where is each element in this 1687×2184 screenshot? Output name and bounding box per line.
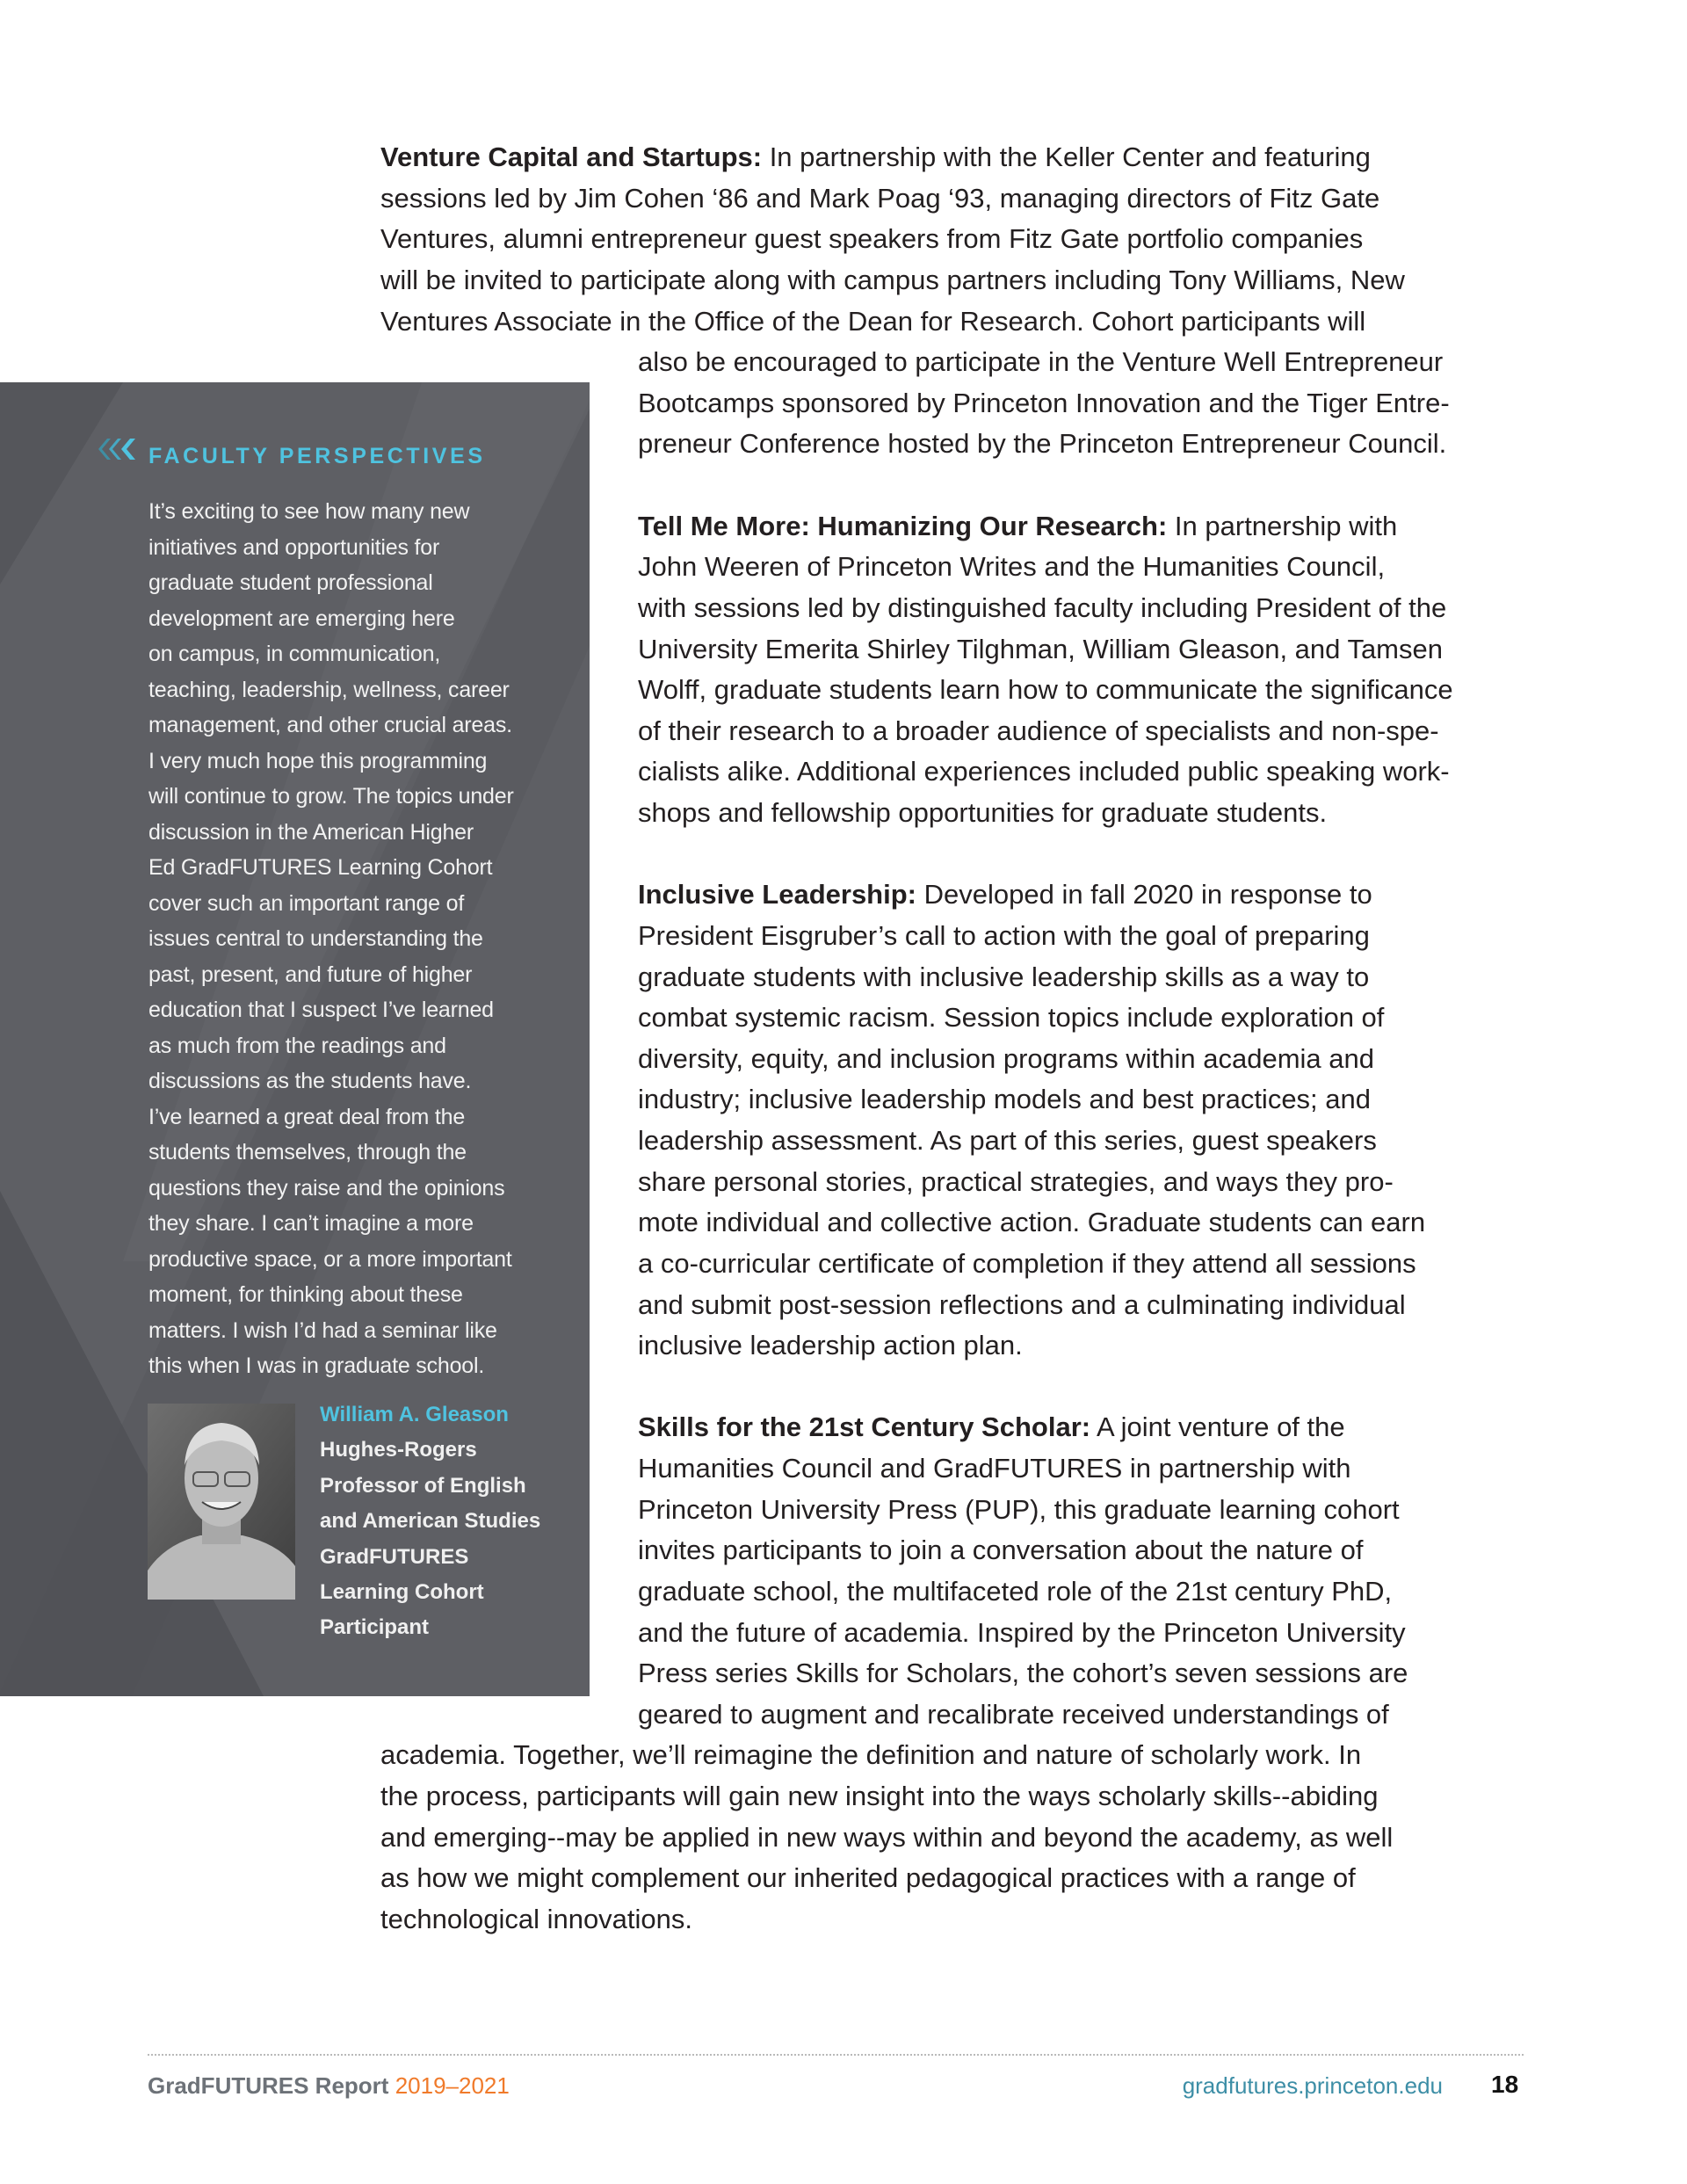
paragraph-line (638, 1325, 1687, 1367)
paragraph-text: as how we might complement our inherited pedagogical practices with a range of (380, 1862, 1356, 1894)
paragraph-line (638, 547, 1687, 588)
paragraph-text: Princeton University Press (PUP), this graduate learning cohort (638, 1493, 1400, 1525)
paragraph-text: Press series Skills for Scholars, the cohort’s seven sessions are (638, 1658, 1408, 1689)
quote-line: development are emerging here (148, 606, 455, 631)
paragraph-text: industry; inclusive leadership models and best practices; and (638, 1084, 1372, 1115)
paragraph-line (638, 1285, 1687, 1326)
faculty-name: William A. Gleason (320, 1403, 509, 1426)
quote-line: matters. I wish I’d had a seminar like (148, 1317, 497, 1343)
paragraph-line (380, 1818, 1687, 1859)
paragraph-line (380, 260, 1687, 301)
quote-line: past, present, and future of higher (148, 961, 473, 987)
paragraph-line (638, 1039, 1687, 1080)
sidebar-title: FACULTY PERSPECTIVES (148, 444, 486, 468)
paragraph-text: leadership assessment. As part of this series, guest speakers (638, 1125, 1377, 1156)
faculty-title-line: Professor of English (320, 1473, 526, 1498)
paragraph-text: Wolff, graduate students learn how to communicate the significance (638, 674, 1453, 706)
paragraph-lead: Venture Capital and Startups: (380, 141, 763, 172)
footer-divider (148, 2054, 1524, 2056)
quote-line: I very much hope this programming (148, 748, 488, 773)
quote-line: cover such an important range of (148, 890, 465, 916)
quote-line: moment, for thinking about these (148, 1282, 463, 1307)
faculty-title-line: GradFUTURES (320, 1544, 469, 1569)
paragraph-line (638, 1407, 1687, 1448)
quote-line: teaching, leadership, wellness, career (148, 677, 510, 702)
paragraph-line (638, 1530, 1687, 1571)
paragraph-text: A joint venture of the (1090, 1411, 1345, 1443)
quote-line: management, and other crucial areas. (148, 713, 512, 737)
paragraph-text: Ventures Associate in the Office of the Dean for Research. Cohort participants will (380, 305, 1366, 337)
paragraph-text: with sessions led by distinguished faculty including President of the (638, 591, 1447, 623)
quote-line: discussions as the students have. (148, 1069, 472, 1093)
paragraph-text: mote individual and collective action. Graduate students can earn (638, 1207, 1426, 1238)
paragraph-line (638, 424, 1687, 465)
faculty-title-line: Learning Cohort (320, 1579, 484, 1604)
paragraph-line (638, 874, 1687, 916)
paragraph-text: In partnership with the Keller Center and featuring (762, 141, 1371, 172)
paragraph-text: Humanities Council and GradFUTURES in partnership with (638, 1453, 1351, 1484)
paragraph-line (638, 998, 1687, 1039)
quote-line: they share. I can’t imagine a more (148, 1211, 474, 1236)
paragraph-line (638, 1202, 1687, 1244)
quote-line: productive space, or a more important (148, 1246, 512, 1272)
quote-line: It’s exciting to see how many new (148, 499, 470, 524)
quote-line: on campus, in communication, (148, 642, 441, 666)
paragraph-line (638, 383, 1687, 424)
paragraph-text: University Emerita Shirley Tilghman, William Gleason, and Tamsen (638, 633, 1443, 664)
paragraph-lead: Inclusive Leadership: (638, 879, 916, 911)
paragraph-line (638, 711, 1687, 752)
paragraph-line (638, 1079, 1687, 1121)
paragraph-text: share personal stories, practical strategies, and ways they pro- (638, 1165, 1394, 1197)
paragraph-text: shops and fellowship opportunities for graduate students. (638, 797, 1328, 828)
paragraph-line (638, 342, 1687, 383)
paragraph-text: graduate students with inclusive leadership skills as a way to (638, 961, 1370, 992)
footer-url-link[interactable]: gradfutures.princeton.edu (1182, 2072, 1443, 2099)
paragraph-line (638, 1490, 1687, 1531)
paragraph-text: sessions led by Jim Cohen ‘86 and Mark Poag ‘93, managing directors of Fitz Gate (380, 182, 1380, 214)
paragraph-line (638, 506, 1687, 548)
quote-line: students themselves, through the (148, 1140, 467, 1165)
paragraph-line (638, 629, 1687, 671)
report-years: 2019–2021 (395, 2072, 510, 2099)
paragraph-text: inclusive leadership action plan. (638, 1330, 1023, 1361)
paragraph-text: graduate school, the multifaceted role of the 21st century PhD, (638, 1575, 1393, 1607)
paragraph-text: and emerging--may be applied in new ways within and beyond the academy, as well (380, 1821, 1394, 1853)
quote-line: initiatives and opportunities for (148, 534, 440, 560)
faculty-bio (320, 1397, 540, 1646)
paragraph-line (380, 1899, 1687, 1941)
faculty-perspectives-sidebar (0, 382, 590, 1696)
paragraph-line (380, 1735, 1687, 1776)
quote-line: discussion in the American Higher (148, 819, 474, 845)
triple-chevron-left-icon (95, 437, 137, 468)
paragraph-line (638, 1162, 1687, 1203)
paragraph-text: President Eisgruber’s call to action with the goal of preparing (638, 919, 1370, 951)
paragraph-text: also be encouraged to participate in the Venture Well Entrepreneur (638, 346, 1444, 378)
paragraph-line (638, 1244, 1687, 1285)
faculty-quote (148, 494, 514, 1384)
paragraph-line (380, 137, 1687, 178)
portrait-photo (148, 1404, 295, 1600)
report-name: GradFUTURES Report (148, 2072, 389, 2099)
quote-line: this when I was in graduate school. (148, 1353, 485, 1378)
paragraph-line (638, 957, 1687, 998)
paragraph-text: John Weeren of Princeton Writes and the Humanities Council, (638, 551, 1386, 583)
quote-line: Ed GradFUTURES Learning Cohort (148, 855, 493, 880)
footer-report-title (148, 2072, 510, 2100)
quote-line: issues central to understanding the (148, 926, 483, 951)
paragraph-text: In partnership with (1167, 510, 1398, 541)
paragraph-text: diversity, equity, and inclusion programs within academia and (638, 1042, 1374, 1074)
paragraph-line (638, 1448, 1687, 1490)
paragraph-text: a co-curricular certificate of completion if they attend all sessions (638, 1247, 1416, 1279)
paragraph-lead: Tell Me More: Humanizing Our Research: (638, 510, 1168, 541)
paragraph-line (380, 1776, 1687, 1818)
paragraph-line (638, 1653, 1687, 1694)
paragraph-lead: Skills for the 21st Century Scholar: (638, 1411, 1091, 1443)
quote-line: graduate student professional (148, 570, 433, 595)
paragraph-text: invites participants to join a conversation about the nature of (638, 1535, 1364, 1566)
paragraph-text: cialists alike. Additional experiences included public speaking work- (638, 756, 1450, 787)
paragraph-text: the process, participants will gain new insight into the ways scholarly skills--abiding (380, 1781, 1379, 1811)
paragraph-line (638, 588, 1687, 629)
quote-line: education that I suspect I’ve learned (148, 998, 494, 1022)
paragraph-text: Ventures, alumni entrepreneur guest speakers from Fitz Gate portfolio companies (380, 223, 1364, 255)
paragraph-line (380, 1858, 1687, 1899)
paragraph-line (638, 793, 1687, 834)
faculty-title-line: and American Studies (320, 1509, 541, 1534)
quote-line: will continue to grow. The topics under (148, 784, 514, 809)
paragraph-line (380, 301, 1687, 343)
faculty-title-line: Hughes-Rogers (320, 1438, 477, 1462)
paragraph-text: geared to augment and recalibrate received understandings of (638, 1698, 1389, 1730)
paragraph-text: Developed in fall 2020 in response to (916, 879, 1372, 911)
paragraph-line (380, 219, 1687, 260)
paragraph-text: combat systemic racism. Session topics include exploration of (638, 1002, 1385, 1034)
paragraph-text: academia. Together, we’ll reimagine the definition and nature of scholarly work. In (380, 1739, 1362, 1771)
paragraph-line (638, 1571, 1687, 1613)
paragraph-text: and submit post-session reflections and a culminating individual (638, 1288, 1406, 1320)
paragraph-text: technological innovations. (380, 1903, 693, 1934)
paragraph-text: will be invited to participate along with campus partners including Tony Williams, New (380, 264, 1405, 295)
paragraph-line (638, 751, 1687, 793)
paragraph-line (638, 1694, 1687, 1736)
page-number: 18 (1491, 2071, 1519, 2098)
paragraph-text: Bootcamps sponsored by Princeton Innovation and the Tiger Entre- (638, 387, 1450, 418)
paragraph-line (638, 670, 1687, 711)
paragraph-line (638, 1121, 1687, 1162)
paragraph-text: preneur Conference hosted by the Princeton Entrepreneur Council. (638, 428, 1447, 460)
paragraph-line (638, 1613, 1687, 1654)
paragraph-line (638, 916, 1687, 957)
quote-line: questions they raise and the opinions (148, 1175, 505, 1201)
faculty-title-line: Participant (320, 1615, 430, 1640)
quote-line: as much from the readings and (148, 1033, 446, 1058)
paragraph-text: of their research to a broader audience of specialists and non-spe- (638, 715, 1439, 746)
paragraph-line (380, 178, 1687, 220)
quote-line: I’ve learned a great deal from the (148, 1104, 466, 1129)
paragraph-text: and the future of academia. Inspired by the Princeton University (638, 1616, 1406, 1648)
